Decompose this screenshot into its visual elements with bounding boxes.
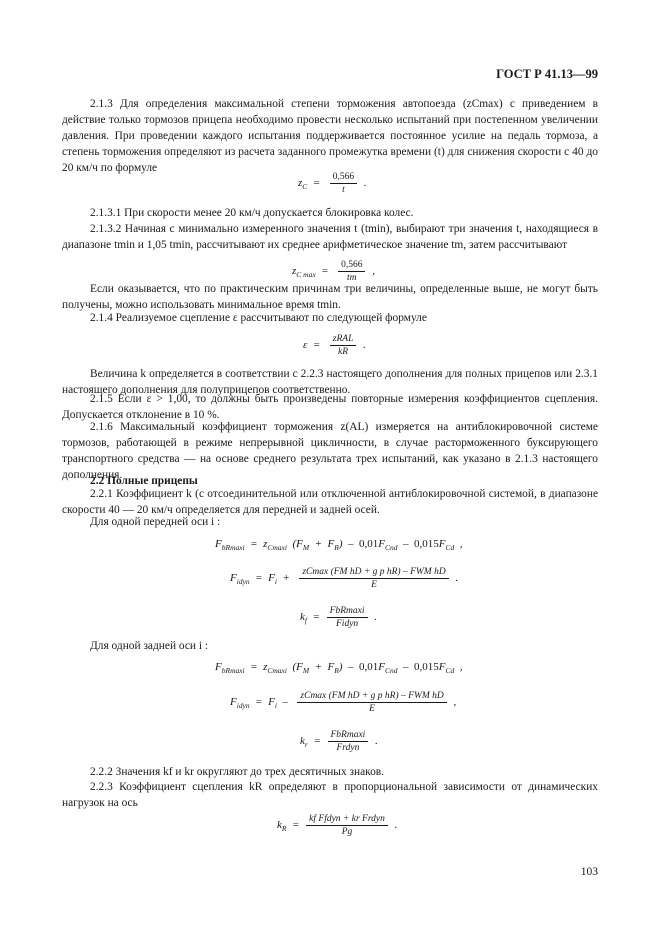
text: 2.1.4 Реализуемое сцепление ε рассчитывают по следующей формуле (90, 312, 427, 324)
paragraph-front-axle (62, 515, 598, 531)
zc-numerator: 0,566 (330, 172, 357, 184)
text: Для одной передней оси i : (90, 516, 221, 528)
formula-kf: $k_f$ = $\frac{\text{FbRmaxi}}{\text{Fidyn}}$ . (300, 606, 377, 629)
text: Для одной задней оси i : (90, 640, 209, 652)
text: 2.1.3.1 При скорости менее 20 км/ч допускается блокировка колес. (90, 207, 414, 219)
fidyn-front-denominator: E (371, 580, 377, 590)
zcmax-denominator: tm (347, 273, 357, 283)
fidyn-rear-denominator: E (369, 704, 375, 714)
paragraph-if-impractical (62, 282, 598, 314)
eps-numerator: zRAL (330, 334, 357, 346)
kr-numerator: FbRmaxi (328, 730, 369, 742)
heading-text: 2.2 Полные прицепы (90, 475, 198, 487)
zc-denominator: t (342, 185, 345, 195)
kR-numerator: kf Ffdyn + kr Frdyn (306, 814, 388, 826)
formula-zcmax: $z_{C max}$ = $\frac{0,566}{tm}$ , (292, 260, 375, 283)
text: 2.1.3 Для определения максимальной степени торможения автопоезда (zCmax) с приведением в действие только тормозов прицепа необходимо провести несколько испытаний при постепенном увеличении давления. При проведении каждого испытания поддерживается постоянное усилие на педаль тормоза, а степень торможения определяют из расчета заданного промежутка времени (t) для снижения скорости с 40 до 20 км/ч по формуле (62, 98, 598, 174)
fidyn-front-numerator: zCmax (FM hD + g p hR) – FWM hD (299, 567, 448, 579)
formula-zc: $z_C$ = $\frac{0,566}{t}$ . (298, 172, 367, 195)
page-number: 103 (580, 866, 598, 878)
formula-kr: $k_r$ = $\frac{\text{FbRmaxi}}{\text{Frdyn}}$ . (300, 730, 378, 753)
text: 2.1.6 Максимальный коэффициент торможения z(AL) измеряется на антиблокировочной системе тормозов, работающей в режиме непрерывной цикличности, в случае расторможенного буксирующего транспортного средства — на основе среднего результата трех испытаний, как указано в 2.1.3 настоящего дополнения. (62, 421, 598, 481)
formula-epsilon: ε = $\frac{\text{zRAL}}{kR}$ . (303, 334, 366, 357)
page-header: ГОСТ Р 41.13—99 (496, 67, 598, 81)
text: 2.2.2 Значения kf и kr округляют до трех десятичных знаков. (90, 766, 385, 778)
text: Величина k определяется в соответствии с 2.2.3 настоящего дополнения для полных прицепов или 2.3.1 настоящего дополнения для полуприцепов соответственно. (62, 368, 598, 396)
text: 2.1.3.2 Начиная с минимально измеренного значения t (tmin), выбирают три значения t, находящиеся в диапазоне tmin и 1,05 tmin, рассчитывают их среднее арифметическое значение tm, затем рассчитывают (62, 223, 598, 251)
text: Если оказывается, что по практическим причинам три величины, определенные выше, не могут быть получены, можно использовать минимальное время tmin. (62, 283, 598, 311)
text: 2.2.3 Коэффициент сцепления kR определяют в пропорциональной зависимости от динамических нагрузок на ось (62, 781, 598, 809)
text: 2.1.5 Если ε > 1,00, то должны быть произведены повторные измерения коэффициентов сцепления. Допускается отклонение в 10 %. (62, 393, 598, 421)
text: 2.2.1 Коэффициент k (с отсоединительной или отключенной антиблокировочной системой, в диапазоне скорости 40 — 20 км/ч определяется для передней и задней осей. (62, 488, 598, 516)
fidyn-rear-numerator: zCmax (FM hD + g p hR) – FWM hD (297, 691, 446, 703)
formula-fidyn-rear: $F_{idyn} = F_i$ – $\frac{\text{zCmax (FM hD + g p hR) – FWM hD}}{E}$ , (230, 691, 457, 714)
kR-denominator: Pg (341, 827, 353, 837)
zcmax-numerator: 0,566 (338, 260, 365, 272)
kf-numerator: FbRmaxi (327, 606, 368, 618)
paragraph-2-2-3 (62, 780, 598, 812)
paragraph-2-1-3-2 (62, 222, 598, 254)
paragraph-rear-axle (62, 639, 598, 655)
formula-fbrmax-front: $F_{bRmaxi} = z_{Cmaxi}$ $(F_M + F_R) - 0,01F_{Cnd} - 0,015F_{Cd}$ , (215, 538, 463, 553)
paragraph-2-2-2 (62, 765, 598, 781)
paragraph-2-1-3 (62, 97, 598, 177)
formula-kR: $k_R$ = $\frac{\text{kf Ffdyn + kr Frdyn}}{Pg}$ . (277, 814, 398, 837)
formula-fbrmax-rear: $F_{bRmaxi} = z_{Cmaxi}$ $(F_M + F_R) - 0,01F_{Cnd} - 0,015F_{Cd}$ , (215, 661, 463, 676)
eps-denominator: kR (338, 347, 349, 357)
paragraph-2-1-3-1 (62, 206, 598, 222)
kr-denominator: Frdyn (336, 743, 360, 753)
paragraph-2-1-4 (62, 311, 598, 327)
formula-fidyn-front: $F_{idyn} = F_i$ + $\frac{\text{zCmax (FM hD + g p hR) – FWM hD}}{E}$ . (230, 567, 459, 590)
kf-denominator: Fidyn (336, 619, 359, 629)
